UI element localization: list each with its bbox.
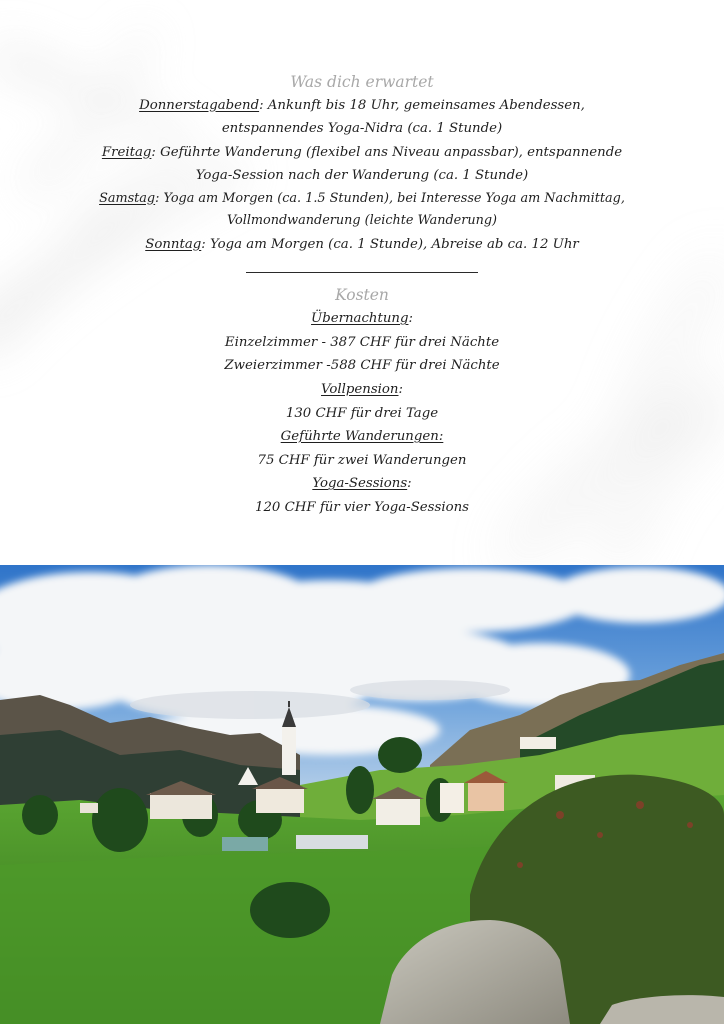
thursday-text-1: : Ankunft bis 18 Uhr, gemeinsames Abendessen, xyxy=(259,98,585,113)
friday-text-1: : Geführte Wanderung (flexibel ans Niveau anpassbar), entspannende xyxy=(151,144,623,160)
friday-label: Freitag xyxy=(101,144,152,160)
alpine-village-photo xyxy=(0,565,724,1024)
saturday-label: Samstag xyxy=(99,190,156,206)
sunday-text-1: : Yoga am Morgen (ca. 1 Stunde), Abreise ab ca. 12 Uhr xyxy=(201,236,579,252)
yoga-price: 120 CHF für vier Yoga-Sessions xyxy=(255,499,469,515)
friday-line-1 xyxy=(0,141,724,164)
accommodation-heading: Übernachtung xyxy=(311,311,409,327)
yoga-colon: : xyxy=(407,476,412,492)
hikes-heading: Geführte Wanderungen: xyxy=(280,429,444,445)
sunday-label: Sonntag xyxy=(145,236,202,252)
saturday-line-2: Vollmondwanderung (leichte Wanderung) xyxy=(226,213,498,229)
full-board-heading: Vollpension xyxy=(321,382,399,397)
thursday-label: Donnerstagabend xyxy=(139,98,260,113)
schedule-title: Was dich erwartet xyxy=(290,73,434,91)
double-room-price: Zweierzimmer -588 CHF für drei Nächte xyxy=(224,358,500,374)
full-board-price: 130 CHF für drei Tage xyxy=(285,405,439,421)
hikes-heading-line xyxy=(0,425,724,449)
accommodation-colon: : xyxy=(408,311,413,327)
full-board-heading-line xyxy=(0,378,724,402)
sunday-line-1 xyxy=(0,233,724,256)
content-column xyxy=(0,70,724,520)
costs-section xyxy=(0,283,724,519)
hikes-price: 75 CHF für zwei Wanderungen xyxy=(257,452,467,468)
friday-line-2: Yoga-Session nach der Wanderung (ca. 1 Stunde) xyxy=(195,168,529,184)
costs-title: Kosten xyxy=(335,286,389,305)
yoga-heading-line xyxy=(0,472,724,496)
section-divider xyxy=(246,272,478,273)
accommodation-heading-line xyxy=(0,307,724,331)
saturday-line-1 xyxy=(0,188,724,211)
thursday-line-1 xyxy=(0,94,724,117)
saturday-text-1: : Yoga am Morgen (ca. 1.5 Stunden), bei Interesse Yoga am Nachmittag, xyxy=(155,190,625,206)
thursday-line-2: entspannendes Yoga-Nidra (ca. 1 Stunde) xyxy=(221,121,503,137)
yoga-heading: Yoga-Sessions xyxy=(312,476,408,492)
single-room-price: Einzelzimmer - 387 CHF für drei Nächte xyxy=(224,334,500,350)
full-board-colon: : xyxy=(398,382,403,397)
